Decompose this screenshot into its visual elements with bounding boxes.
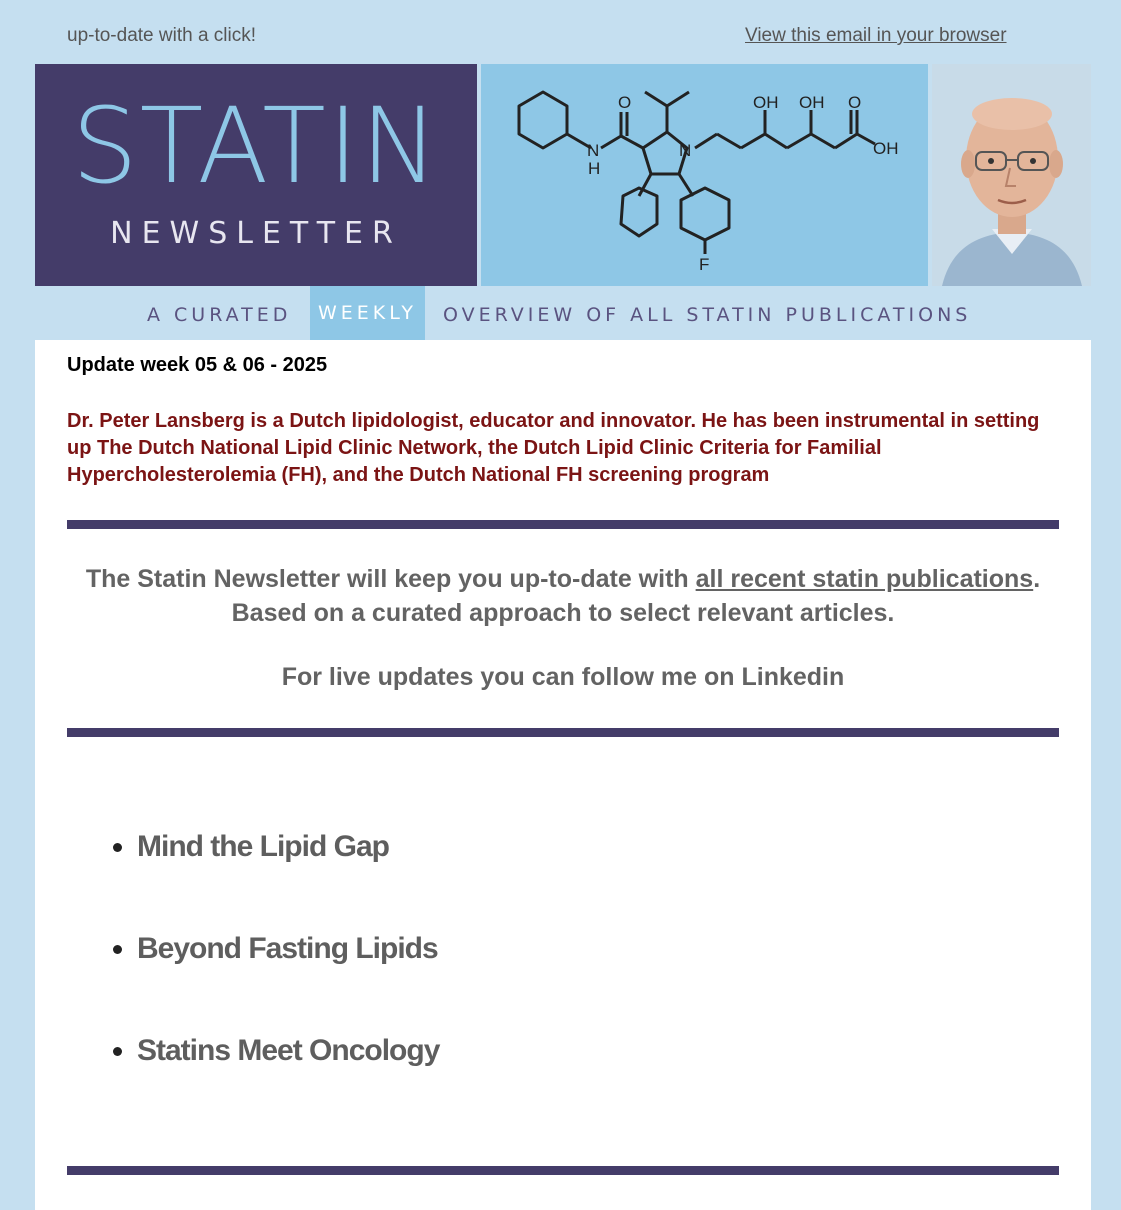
topic-label: Statins Meet Oncology <box>137 1034 440 1067</box>
topic-item <box>137 830 439 932</box>
newsletter-body <box>35 340 1091 1210</box>
all-recent-publications-link[interactable]: all recent statin publications <box>695 565 1034 593</box>
banner-subtitle: NEWSLETTER <box>110 216 402 251</box>
promo-text-before: The Statin Newsletter will keep you up-to-date with <box>85 565 696 593</box>
mol-label-oh2: OH <box>799 93 825 112</box>
author-portrait-icon <box>932 64 1091 286</box>
mol-label-o1: O <box>618 93 632 112</box>
mol-label-nh-n: N <box>587 141 600 160</box>
author-intro: Dr. Peter Lansberg is a Dutch lipidologist, educator and innovator. He has been instrumental in setting up The Dutch National Lipid Clinic Network, the Dutch Lipid Clinic Criteria for Familial Hypercholesterolemia (FH), and the Dutch National FH screening program <box>67 410 1040 486</box>
topic-item <box>137 932 439 1034</box>
live-updates-text: For live updates you can follow me on Linkedin <box>281 663 845 691</box>
promo-text <box>67 562 1059 630</box>
newsletter-banner <box>35 64 1091 340</box>
mol-label-nh-h: H <box>588 159 601 178</box>
mol-label-f: F <box>699 255 710 274</box>
mol-label-oh1: OH <box>753 93 779 112</box>
divider-top <box>67 520 1059 529</box>
strip-text-overview: OVERVIEW OF ALL STATIN PUBLICATIONS <box>443 304 972 326</box>
topic-label: Mind the Lipid Gap <box>137 830 389 863</box>
banner-strip <box>35 286 1091 340</box>
update-title: Update week 05 & 06 - 2025 <box>67 354 328 376</box>
bullet-icon <box>113 843 122 852</box>
topic-list <box>137 830 439 1136</box>
topic-item <box>137 1034 439 1136</box>
banner-title-block <box>35 64 477 286</box>
banner-title: STATIN <box>71 85 441 207</box>
molecule-illustration <box>481 64 928 286</box>
fluorophenyl-ring <box>681 188 729 240</box>
divider-middle <box>67 728 1059 737</box>
strip-weekly-badge: WEEKLY <box>310 286 425 340</box>
phenyl-ring-amide <box>519 92 567 148</box>
bullet-icon <box>113 945 122 954</box>
atorvastatin-structure-icon <box>481 64 928 286</box>
bullet-icon <box>113 1047 122 1056</box>
topic-label: Beyond Fasting Lipids <box>137 932 438 965</box>
preheader <box>0 0 1121 64</box>
divider-bottom <box>67 1166 1059 1175</box>
promo-text-after: . Based on a curated approach to select relevant articles. <box>231 565 1041 627</box>
strip-text-curated: A CURATED <box>147 304 292 326</box>
mol-label-oh3: OH <box>873 139 899 158</box>
view-in-browser-link[interactable]: View this email in your browser <box>745 25 1007 46</box>
mol-label-o2: O <box>848 93 862 112</box>
mol-label-n-ring: N <box>679 141 692 160</box>
author-photo <box>932 64 1091 286</box>
preheader-tagline: up-to-date with a click! <box>67 25 257 46</box>
